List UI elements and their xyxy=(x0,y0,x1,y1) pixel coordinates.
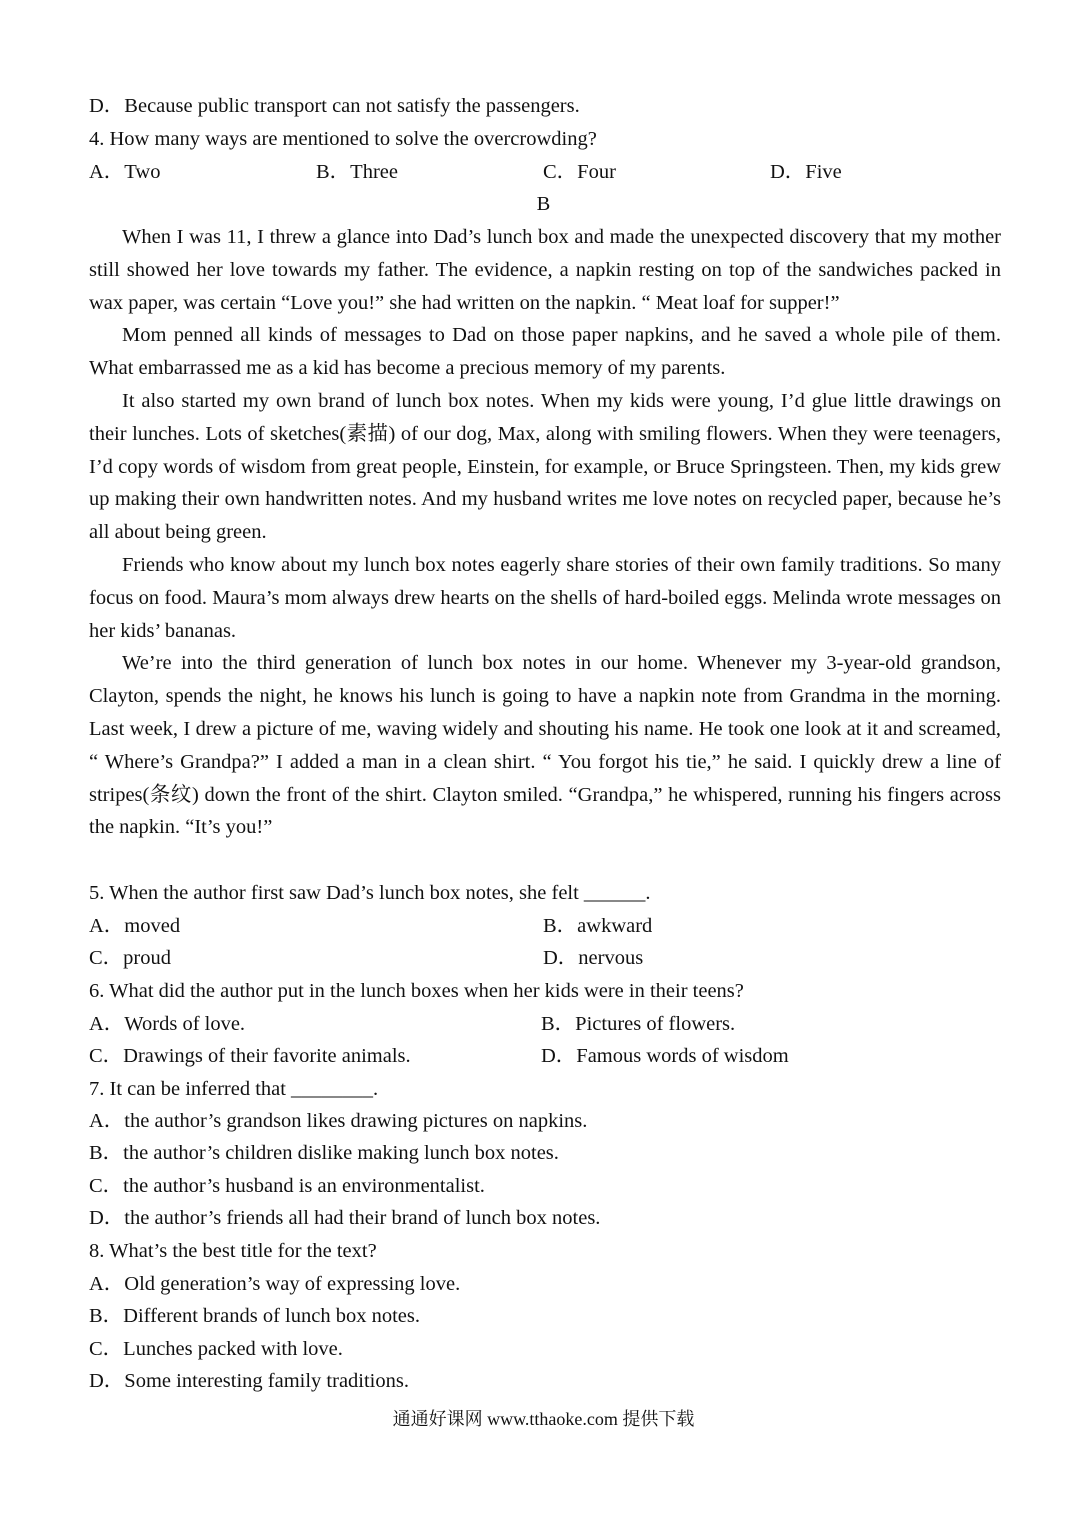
passage-paragraph-1: When I was 11, I threw a glance into Dad’s lunch box and made the unexpected discovery that my mother still showed her love towards my father. The evidence, a napkin resting on top of the sandwiches packed in wax paper, was certain “Love you!” she had written on the napkin. “ Meat loaf for supper!” xyxy=(89,226,1001,314)
q4-option-d: D．Five xyxy=(770,161,842,183)
q6-option-b: B．Pictures of flowers. xyxy=(541,1013,736,1035)
q4-option-a: A．Two xyxy=(89,161,161,183)
q6-option-d: D．Famous words of wisdom xyxy=(541,1045,789,1067)
q5-option-b: B．awkward xyxy=(543,915,653,937)
q7-stem: 7. It can be inferred that ________. xyxy=(89,1078,379,1100)
q8-option-b: B．Different brands of lunch box notes. xyxy=(89,1305,420,1327)
passage-paragraph-5: We’re into the third generation of lunch box notes in our home. Whenever my 3-year-old grandson, Clayton, spends the night, he knows his lunch is going to have a napkin note from Grandma in the morning. Last week, I drew a picture of me, waving widely and shouting his name. He took one look at it and screamed, “ Where’s Grandpa?” I added a man in a clean shirt. “ You forgot his tie,” he said. I quickly drew a line of stripes(条纹) down the front of the shirt. Clayton smiled. “Grandpa,” he whispered, running his fingers across the napkin. “It’s you!” xyxy=(89,652,1001,839)
q8-option-d: D．Some interesting family traditions. xyxy=(89,1370,409,1392)
passage-paragraph-2: Mom penned all kinds of messages to Dad on those paper napkins, and he saved a whole pile of them. What embarrassed me as a kid has become a precious memory of my parents. xyxy=(89,324,1001,380)
q8-stem: 8. What’s the best title for the text? xyxy=(89,1240,377,1262)
passage xyxy=(89,221,1001,844)
q7-option-a: A．the author’s grandson likes drawing pictures on napkins. xyxy=(89,1110,588,1132)
q8-option-c: C．Lunches packed with love. xyxy=(89,1338,343,1360)
q6-option-c: C．Drawings of their favorite animals. xyxy=(89,1045,411,1067)
passage-paragraph-4: Friends who know about my lunch box notes eagerly share stories of their own family traditions. So many focus on food. Maura’s mom always drew hearts on the shells of hard-boiled eggs. Melinda wrote messages on her kids’ bananas. xyxy=(89,553,1001,642)
q5-option-c: C．proud xyxy=(89,947,171,969)
q5-stem: 5. When the author first saw Dad’s lunch box notes, she felt ______. xyxy=(89,882,651,904)
q5-option-d: D．nervous xyxy=(543,947,644,969)
section-label: B xyxy=(536,193,551,215)
q6-option-a: A．Words of love. xyxy=(89,1013,246,1035)
q5-option-a: A．moved xyxy=(89,915,181,937)
passage-paragraph-3: It also started my own brand of lunch box notes. When my kids were young, I’d glue little drawings on their lunches. Lots of sketches(素描) of our dog, Max, along with smiling flowers. When they were teenagers, I’d copy words of wisdom from great people, Einstein, for example, or Bruce Springsteen. Then, my kids grew up making their own handwritten notes. And my husband writes me love notes on recycled paper, because he’s all about being green. xyxy=(89,389,1001,544)
q7-option-b: B．the author’s children dislike making lunch box notes. xyxy=(89,1142,559,1164)
q8-option-a: A．Old generation’s way of expressing love. xyxy=(89,1273,461,1295)
q4-stem: 4. How many ways are mentioned to solve the overcrowding? xyxy=(89,128,597,150)
q7-option-d: D．the author’s friends all had their brand of lunch box notes. xyxy=(89,1207,601,1229)
q6-stem: 6. What did the author put in the lunch boxes when her kids were in their teens? xyxy=(89,980,744,1002)
q4-option-c: C．Four xyxy=(543,161,616,183)
q4-option-b: B．Three xyxy=(316,161,398,183)
q3-option-d: D．Because public transport can not satisfy the passengers. xyxy=(89,95,580,117)
q7-option-c: C．the author’s husband is an environmentalist. xyxy=(89,1175,485,1197)
footer-watermark: 通通好课网 www.tthaoke.com 提供下载 xyxy=(392,1409,695,1429)
